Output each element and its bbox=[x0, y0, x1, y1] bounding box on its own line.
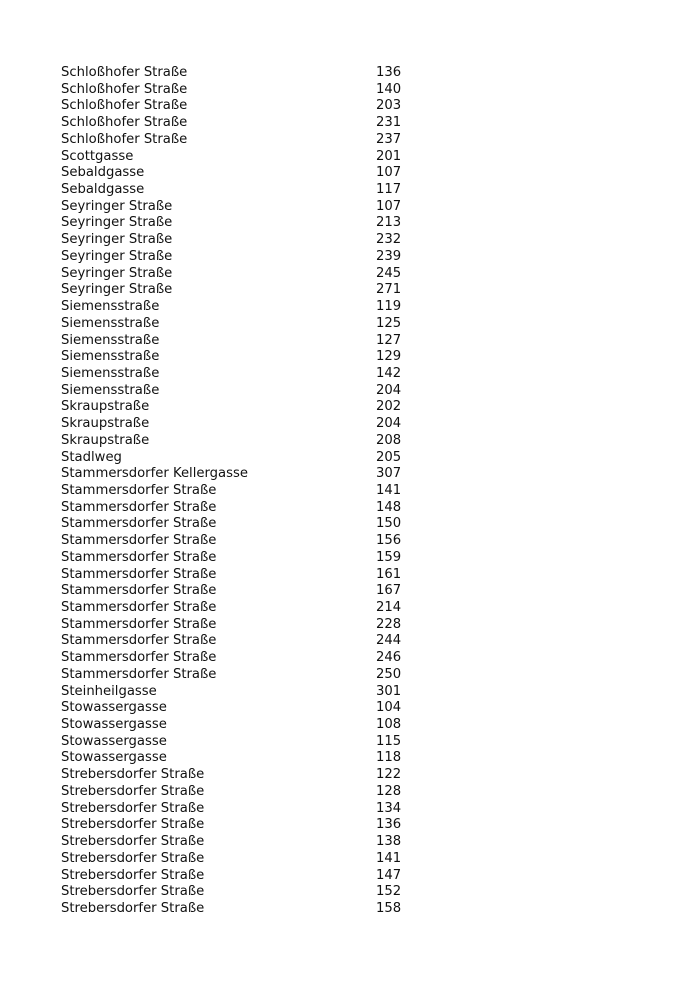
house-number: 108 bbox=[376, 717, 402, 733]
street-name: Strebersdorfer Straße bbox=[61, 817, 205, 833]
list-item bbox=[61, 433, 421, 450]
house-number: 159 bbox=[376, 549, 402, 565]
house-number: 140 bbox=[376, 81, 402, 97]
list-item bbox=[61, 316, 421, 333]
house-number: 244 bbox=[376, 633, 402, 649]
list-item bbox=[61, 399, 421, 416]
street-name: Strebersdorfer Straße bbox=[61, 884, 205, 900]
street-name: Stammersdorfer Straße bbox=[61, 650, 217, 666]
list-item bbox=[61, 232, 421, 249]
house-number: 117 bbox=[376, 182, 402, 198]
house-number: 125 bbox=[376, 315, 402, 331]
list-item bbox=[61, 349, 421, 366]
street-name: Stammersdorfer Straße bbox=[61, 482, 217, 498]
street-name: Seyringer Straße bbox=[61, 282, 173, 298]
street-name: Skraupstraße bbox=[61, 399, 150, 415]
street-name: Stammersdorfer Straße bbox=[61, 566, 217, 582]
house-number: 156 bbox=[376, 533, 402, 549]
house-number: 239 bbox=[376, 248, 402, 264]
house-number: 150 bbox=[376, 516, 402, 532]
house-number: 205 bbox=[376, 449, 402, 465]
list-item bbox=[61, 817, 421, 834]
street-name: Schloßhofer Straße bbox=[61, 115, 188, 131]
list-item bbox=[61, 567, 421, 584]
house-number: 250 bbox=[376, 666, 402, 682]
house-number: 231 bbox=[376, 115, 402, 131]
house-number: 141 bbox=[376, 850, 402, 866]
house-number: 122 bbox=[376, 767, 402, 783]
street-name: Strebersdorfer Straße bbox=[61, 867, 205, 883]
house-number: 307 bbox=[376, 466, 402, 482]
house-number: 161 bbox=[376, 566, 402, 582]
street-name: Siemensstraße bbox=[61, 299, 160, 315]
street-name: Siemensstraße bbox=[61, 365, 160, 381]
list-item bbox=[61, 650, 421, 667]
list-item bbox=[61, 550, 421, 567]
list-item bbox=[61, 65, 421, 82]
street-name: Stammersdorfer Straße bbox=[61, 533, 217, 549]
list-item bbox=[61, 383, 421, 400]
house-number: 127 bbox=[376, 332, 402, 348]
list-item bbox=[61, 868, 421, 885]
list-item bbox=[61, 416, 421, 433]
street-name: Seyringer Straße bbox=[61, 248, 173, 264]
list-item bbox=[61, 884, 421, 901]
street-name: Stowassergasse bbox=[61, 700, 167, 716]
list-item bbox=[61, 667, 421, 684]
street-name: Stammersdorfer Straße bbox=[61, 583, 217, 599]
house-number: 167 bbox=[376, 583, 402, 599]
list-item bbox=[61, 784, 421, 801]
house-number: 141 bbox=[376, 482, 402, 498]
street-name: Strebersdorfer Straße bbox=[61, 767, 205, 783]
house-number: 213 bbox=[376, 215, 402, 231]
house-number: 204 bbox=[376, 382, 402, 398]
house-number: 107 bbox=[376, 198, 402, 214]
list-item bbox=[61, 450, 421, 467]
list-item bbox=[61, 266, 421, 283]
list-item bbox=[61, 834, 421, 851]
street-name: Strebersdorfer Straße bbox=[61, 850, 205, 866]
street-name: Sebaldgasse bbox=[61, 165, 145, 181]
house-number: 301 bbox=[376, 683, 402, 699]
house-number: 142 bbox=[376, 365, 402, 381]
house-number: 128 bbox=[376, 783, 402, 799]
street-name: Stammersdorfer Kellergasse bbox=[61, 466, 248, 482]
street-name: Stammersdorfer Straße bbox=[61, 616, 217, 632]
street-name: Stammersdorfer Straße bbox=[61, 549, 217, 565]
street-name: Stadlweg bbox=[61, 449, 122, 465]
house-number: 228 bbox=[376, 616, 402, 632]
house-number: 208 bbox=[376, 432, 402, 448]
house-number: 138 bbox=[376, 834, 402, 850]
list-item bbox=[61, 165, 421, 182]
street-name: Stowassergasse bbox=[61, 733, 167, 749]
street-name: Siemensstraße bbox=[61, 349, 160, 365]
house-number: 119 bbox=[376, 299, 402, 315]
street-name: Seyringer Straße bbox=[61, 265, 173, 281]
list-item bbox=[61, 466, 421, 483]
list-item bbox=[61, 500, 421, 517]
house-number: 115 bbox=[376, 733, 402, 749]
list-item bbox=[61, 149, 421, 166]
street-name: Scottgasse bbox=[61, 148, 134, 164]
house-number: 158 bbox=[376, 900, 402, 916]
list-item bbox=[61, 333, 421, 350]
house-number: 271 bbox=[376, 282, 402, 298]
list-item bbox=[61, 600, 421, 617]
house-number: 214 bbox=[376, 600, 402, 615]
list-item bbox=[61, 132, 421, 149]
house-number: 201 bbox=[376, 148, 402, 164]
street-name: Steinheilgasse bbox=[61, 683, 157, 699]
house-number: 246 bbox=[376, 650, 402, 666]
list-item bbox=[61, 801, 421, 818]
list-item bbox=[61, 901, 421, 918]
street-name: Stammersdorfer Straße bbox=[61, 499, 217, 515]
house-number: 203 bbox=[376, 98, 402, 114]
street-name: Skraupstraße bbox=[61, 432, 150, 448]
house-number: 136 bbox=[376, 817, 402, 833]
list-item bbox=[61, 633, 421, 650]
street-name: Stammersdorfer Straße bbox=[61, 666, 217, 682]
list-item bbox=[61, 533, 421, 550]
house-number: 136 bbox=[376, 65, 402, 80]
street-name: Stammersdorfer Straße bbox=[61, 633, 217, 649]
list-item bbox=[61, 282, 421, 299]
list-item bbox=[61, 750, 421, 767]
list-item bbox=[61, 182, 421, 199]
list-item bbox=[61, 516, 421, 533]
street-name: Sebaldgasse bbox=[61, 182, 145, 198]
house-number: 152 bbox=[376, 884, 402, 900]
house-number: 118 bbox=[376, 750, 402, 766]
house-number: 245 bbox=[376, 265, 402, 281]
list-item bbox=[61, 366, 421, 383]
list-item bbox=[61, 82, 421, 99]
street-name: Seyringer Straße bbox=[61, 232, 173, 248]
street-name: Seyringer Straße bbox=[61, 215, 173, 231]
list-item bbox=[61, 199, 421, 216]
street-name: Strebersdorfer Straße bbox=[61, 900, 205, 916]
list-item bbox=[61, 617, 421, 634]
list-item bbox=[61, 299, 421, 316]
street-name: Strebersdorfer Straße bbox=[61, 783, 205, 799]
list-item bbox=[61, 215, 421, 232]
house-number: 129 bbox=[376, 349, 402, 365]
list-item bbox=[61, 851, 421, 868]
street-name: Stowassergasse bbox=[61, 750, 167, 766]
list-item bbox=[61, 249, 421, 266]
street-name: Schloßhofer Straße bbox=[61, 65, 188, 80]
street-name: Stammersdorfer Straße bbox=[61, 516, 217, 532]
street-name: Seyringer Straße bbox=[61, 198, 173, 214]
street-name: Schloßhofer Straße bbox=[61, 81, 188, 97]
list-item bbox=[61, 483, 421, 500]
street-name: Skraupstraße bbox=[61, 416, 150, 432]
street-name: Stammersdorfer Straße bbox=[61, 600, 217, 615]
house-number: 232 bbox=[376, 232, 402, 248]
street-name: Siemensstraße bbox=[61, 315, 160, 331]
street-name: Schloßhofer Straße bbox=[61, 98, 188, 114]
house-number: 148 bbox=[376, 499, 402, 515]
house-number: 134 bbox=[376, 800, 402, 816]
street-name: Strebersdorfer Straße bbox=[61, 800, 205, 816]
list-item bbox=[61, 684, 421, 701]
street-name: Siemensstraße bbox=[61, 332, 160, 348]
list-item bbox=[61, 98, 421, 115]
street-name: Schloßhofer Straße bbox=[61, 131, 188, 147]
house-number: 204 bbox=[376, 416, 402, 432]
list-item bbox=[61, 115, 421, 132]
house-number: 104 bbox=[376, 700, 402, 716]
list-item bbox=[61, 700, 421, 717]
list-item bbox=[61, 583, 421, 600]
house-number: 202 bbox=[376, 399, 402, 415]
street-name: Siemensstraße bbox=[61, 382, 160, 398]
house-number: 147 bbox=[376, 867, 402, 883]
list-item bbox=[61, 734, 421, 751]
list-item bbox=[61, 767, 421, 784]
street-name: Stowassergasse bbox=[61, 717, 167, 733]
street-list bbox=[61, 65, 421, 918]
house-number: 107 bbox=[376, 165, 402, 181]
street-name: Strebersdorfer Straße bbox=[61, 834, 205, 850]
list-item bbox=[61, 717, 421, 734]
house-number: 237 bbox=[376, 131, 402, 147]
